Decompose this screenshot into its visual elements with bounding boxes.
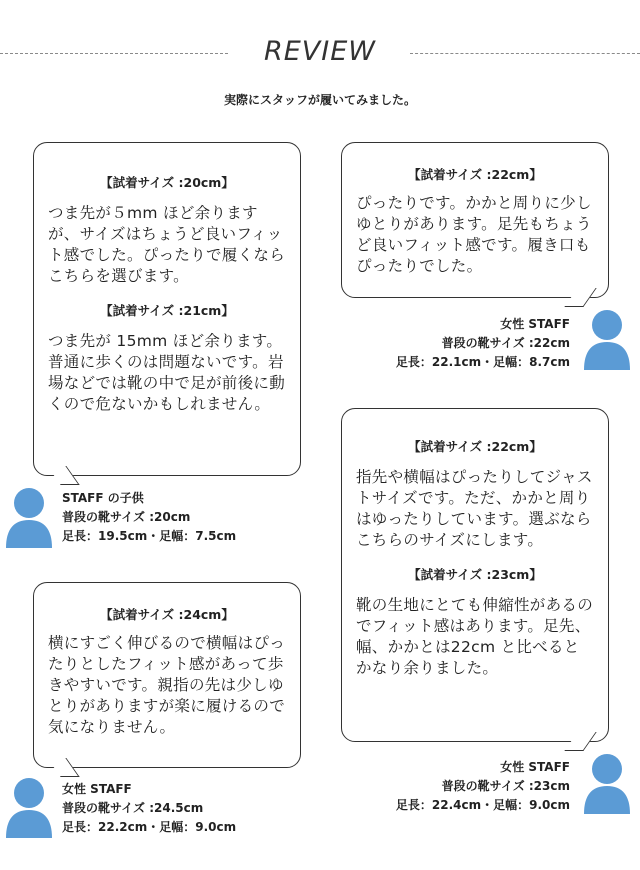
trial-size-heading: 【試着サイズ :23cm】 xyxy=(408,567,542,582)
usual-shoe-size: 普段の靴サイズ :24.5cm xyxy=(62,801,204,815)
foot-measure: 足長：22.1cm・足幅：8.7cm xyxy=(395,355,570,369)
staff-info-3 xyxy=(396,758,570,815)
usual-shoe-size: 普段の靴サイズ :22cm xyxy=(441,336,570,350)
person-icon xyxy=(582,308,632,370)
review-comment: ぴったりです。かかと周りに少しゆとりがあります。足先もちょうど良いフィット感です。履き口もぴったりでした。 xyxy=(356,194,592,275)
trial-size-heading: 【試着サイズ :21cm】 xyxy=(100,303,234,318)
review-comment: つま先が 15mm ほど余ります。普通に歩くのは問題ないです。岩場などでは靴の中で足が前後に動くので危ないかもしれません。 xyxy=(48,332,286,413)
foot-measure: 足長：22.2cm・足幅：9.0cm xyxy=(62,820,237,834)
header-divider-right xyxy=(410,53,640,54)
foot-measure: 足長：19.5cm・足幅：7.5cm xyxy=(62,529,237,543)
person-icon xyxy=(4,486,54,548)
staff-info-2 xyxy=(396,315,570,372)
person-icon xyxy=(582,752,632,814)
page-subtitle: 実際にスタッフが履いてみました。 xyxy=(223,93,416,107)
foot-measure: 足長：22.4cm・足幅：9.0cm xyxy=(395,798,570,812)
trial-size-heading: 【試着サイズ :20cm】 xyxy=(100,175,234,190)
review-bubble-4 xyxy=(33,582,301,768)
staff-label: 女性 STAFF xyxy=(500,760,570,774)
usual-shoe-size: 普段の靴サイズ :23cm xyxy=(441,779,570,793)
staff-info-4 xyxy=(62,780,236,837)
review-bubble-2 xyxy=(341,142,609,298)
review-comment: 横にすごく伸びるので横幅はぴったりとしたフィット感があって歩きやすいです。親指の先は少しゆとりがありますが楽に履けるので気になりません。 xyxy=(48,634,286,736)
trial-size-heading: 【試着サイズ :22cm】 xyxy=(408,167,542,182)
person-icon xyxy=(4,776,54,838)
usual-shoe-size: 普段の靴サイズ :20cm xyxy=(62,510,191,524)
review-comment: 靴の生地にとても伸縮性があるのでフィット感はあります。足先、幅、かかとは22cm と比べるとかなり余りました。 xyxy=(356,596,594,677)
trial-size-heading: 【試着サイズ :24cm】 xyxy=(100,607,234,622)
bubble-tail xyxy=(47,466,79,485)
bubble-tail xyxy=(564,732,596,751)
bubble-tail xyxy=(564,288,596,307)
review-comment: つま先が５mm ほど余りますが、サイズはちょうど良いフィット感でした。ぴったりで履くならこちらを選びます。 xyxy=(48,204,286,285)
review-comment: 指先や横幅はぴったりしてジャストサイズです。ただ、かかと周りはゆったりしています。選ぶならこちらのサイズにします。 xyxy=(356,468,593,549)
staff-label: STAFF の子供 xyxy=(62,491,144,505)
staff-info-1 xyxy=(62,489,236,546)
staff-label: 女性 STAFF xyxy=(500,317,570,331)
review-bubble-1 xyxy=(33,142,301,476)
review-bubble-3 xyxy=(341,408,609,742)
staff-label: 女性 STAFF xyxy=(62,782,132,796)
bubble-tail xyxy=(47,758,79,777)
page-title: REVIEW xyxy=(263,36,376,67)
trial-size-heading: 【試着サイズ :22cm】 xyxy=(408,439,542,454)
